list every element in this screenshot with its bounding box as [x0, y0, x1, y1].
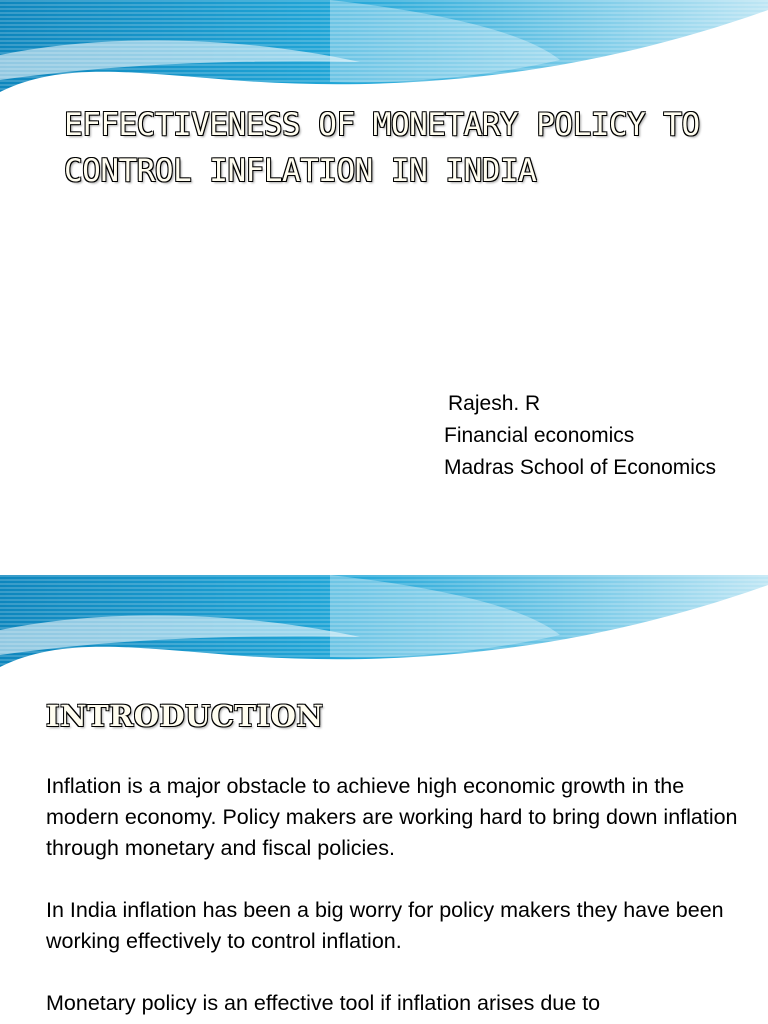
paragraph: Monetary policy is an effective tool if inflation arises due to — [46, 991, 601, 1015]
introduction-slide — [0, 575, 768, 1024]
author-info — [444, 388, 716, 484]
author-institution: Madras School of Economics — [444, 456, 716, 479]
author-department: Financial economics — [444, 424, 635, 447]
author-name: Rajesh. R — [448, 392, 541, 415]
paragraph: In India inflation has been a big worry for policy makers they have been working effectively to control inflation. — [46, 898, 724, 953]
wave-banner-decoration — [0, 0, 768, 100]
body-text — [46, 771, 746, 1024]
wave-banner-decoration — [0, 575, 768, 675]
presentation-title: EFFECTIVENESS OF MONETARY POLICY TO CONTROL INFLATION IN INDIA — [64, 107, 700, 189]
paragraph: Inflation is a major obstacle to achieve high economic growth in the modern economy. Policy makers are working hard to bring down inflation through monetary and fiscal policies. — [46, 774, 738, 860]
section-heading: INTRODUCTION — [46, 699, 324, 733]
